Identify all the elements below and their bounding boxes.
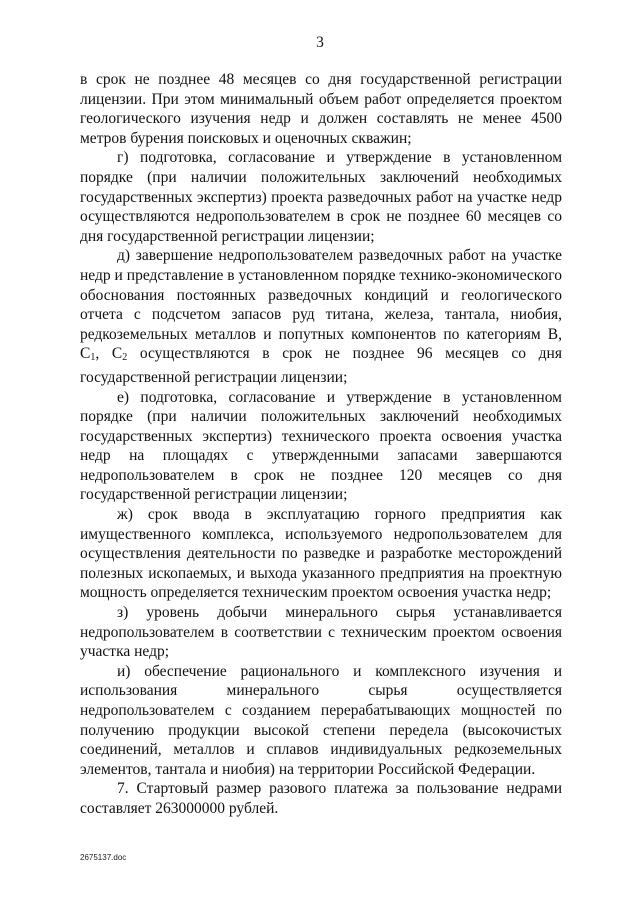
- paragraph-item-z: з) уровень добычи минерального сырья устанавливается недропользователем в соответствии с техническим проектом освоения участка недр;: [80, 604, 562, 661]
- item-d-text-after: осуществляются в срок не позднее 96 месяцев со дня государственной регистрации лицензии;: [80, 345, 562, 386]
- document-filename-footer: 2675137.doc: [80, 853, 127, 862]
- paragraph-item-d: [80, 246, 562, 387]
- paragraph-item-i: и) обеспечение рационального и комплексного изучения и использования минерального сырья осуществляется недропользователем с созданием перерабатывающих мощностей по получению продукции высокой степени передела (высокочистых соединений, металлов и сплавов индивидуальных редкоземельных элементов, тантала и ниобия) на территории Российской Федерации.: [80, 662, 562, 778]
- page-number: 3: [316, 34, 324, 51]
- document-body: [80, 70, 562, 819]
- paragraph-section-7: 7. Стартовый размер разового платежа за пользование недрами составляет 263000000 рублей.: [80, 780, 562, 817]
- item-d-text-before: д) завершение недропользователем разведочных работ на участке недр и представление в установленном порядке технико-экономического обоснования постоянных разведочных кондиций и геологического отчета с подсчетом запасов руд титана, железа, тантала, ниобия, редкоземельных металлов и попутных компонентов по категориям B, C: [80, 247, 562, 363]
- category-c2-subscript: 2: [122, 352, 128, 364]
- paragraph-item-zh: ж) срок ввода в эксплуатацию горного предприятия как имущественного комплекса, используемого недропользователем для осуществления деятельности по разведке и разработке месторождений полезных ископаемых, и выхода указанного предприятия на проектную мощность определяется техническим проектом освоения участка недр;: [80, 506, 562, 602]
- paragraph-item-g: г) подготовка, согласование и утверждение в установленном порядке (при наличии положительных заключений необходимых государственных экспертиз) проекта разведочных работ на участке недр осуществляются недропользователем в срок не позднее 60 месяцев со дня государственной регистрации лицензии;: [80, 149, 562, 245]
- paragraph-item-e: е) подготовка, согласование и утверждение в установленном порядке (при наличии положительных заключений необходимых государственных экспертиз) технического проекта освоения участка недр на площадях с утвержденными запасами завершаются недропользователем в срок не позднее 120 месяцев со дня государственной регистрации лицензии;: [80, 388, 562, 504]
- category-c1-subscript: 1: [90, 352, 96, 364]
- item-d-text-mid: , C: [95, 345, 123, 363]
- paragraph-continuation: в срок не позднее 48 месяцев со дня государственной регистрации лицензии. При этом минимальный объем работ определяется проектом геологического изучения недр и должен составлять не менее 4500 метров бурения поисковых и оценочных скважин;: [80, 71, 562, 147]
